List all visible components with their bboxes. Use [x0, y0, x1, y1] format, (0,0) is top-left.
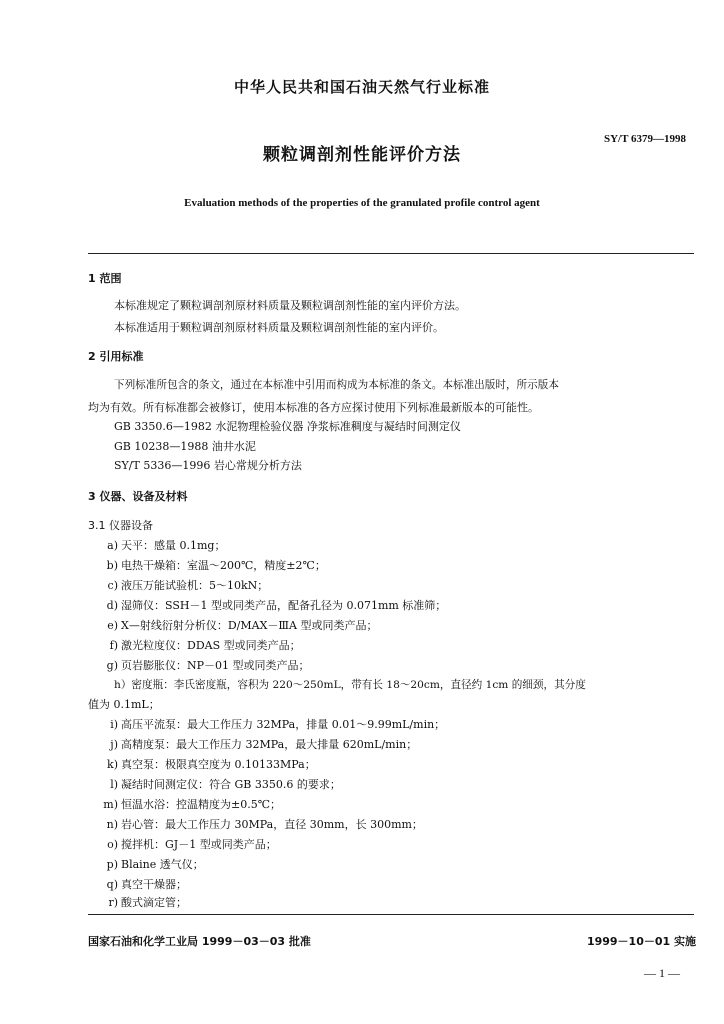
- list-item-text: 页岩膨胀仪：NP－01 型或同类产品；: [121, 659, 310, 672]
- document-title-en: Evaluation methods of the properties of the granulated profile control agent: [184, 197, 540, 209]
- list-item-text: 液压万能试验机：5～10kN；: [121, 579, 269, 592]
- section-2-heading: 2 引用标准: [88, 350, 144, 363]
- list-item-text: 搅拌机：GJ－1 型或同类产品；: [121, 838, 277, 851]
- list-item: [100, 816, 423, 832]
- list-item-label: q): [106, 878, 118, 891]
- list-item-text: Blaine 透气仪；: [121, 858, 204, 871]
- list-item: [100, 597, 446, 613]
- section-1-paragraph-2: 本标准适用于颗粒调剖剂原材料质量及颗粒调剖剂性能的室内评价。: [114, 321, 444, 334]
- list-item: [100, 756, 316, 772]
- list-item-label: c): [107, 579, 118, 592]
- list-item-label: i): [110, 718, 118, 731]
- list-item: [100, 796, 281, 812]
- document-title-cn: 颗粒调剖剂性能评价方法: [263, 145, 461, 165]
- list-item-label: n): [106, 818, 118, 831]
- list-item: [100, 617, 377, 633]
- section-2-paragraph-line-1: 下列标准所包含的条文，通过在本标准中引用而构成为本标准的条文。本标准出版时，所示版本: [114, 379, 559, 391]
- list-item-text: 湿筛仪：SSH－1 型或同类产品，配备孔径为 0.071mm 标准筛；: [121, 599, 447, 612]
- list-item-text: 电热干燥箱：室温～200℃，精度±2℃；: [121, 559, 326, 572]
- reference-item: GB 3350.6—1982 水泥物理检验仪器 净浆标准稠度与凝结时间测定仪: [114, 420, 461, 433]
- list-item-label: b): [106, 559, 118, 572]
- section-2-paragraph-line-2: 均为有效。所有标准都会被修订，使用本标准的各方应探讨使用下列标准最新版本的可能性。: [88, 401, 539, 414]
- approval-line: 国家石油和化学工业局 1999－03－03 批准: [88, 935, 311, 948]
- list-item: [100, 716, 445, 732]
- section-3-heading: 3 仪器、设备及材料: [88, 490, 188, 503]
- footer-divider: [88, 914, 694, 915]
- list-item: [100, 894, 187, 910]
- section-1-paragraph-1: 本标准规定了颗粒调剖剂原材料质量及颗粒调剖剂性能的室内评价方法。: [114, 299, 466, 312]
- list-item-label: p): [106, 858, 118, 871]
- list-item-text: 凝结时间测定仪：符合 GB 3350.6 的要求；: [121, 778, 341, 791]
- list-item: [100, 537, 225, 553]
- list-item: [100, 637, 301, 653]
- header-divider: [88, 253, 694, 254]
- reference-item: GB 10238—1988 油井水泥: [114, 440, 256, 453]
- list-item: [100, 736, 417, 752]
- page-number: — 1 —: [644, 966, 680, 980]
- reference-item: SY/T 5336—1996 岩心常规分析方法: [114, 459, 302, 472]
- list-item-label: o): [107, 838, 118, 851]
- list-item: [100, 557, 326, 573]
- section-3-1-heading: 3.1 仪器设备: [88, 519, 153, 532]
- list-item-label: k): [107, 758, 118, 771]
- list-item-text: 岩心管：最大工作压力 30MPa，直径 30mm，长 300mm；: [121, 818, 423, 831]
- list-item: [100, 776, 341, 792]
- list-item-label: m): [103, 798, 118, 811]
- list-item-text: 高精度泵：最大工作压力 32MPa，最大排量 620mL/min；: [121, 738, 418, 751]
- list-item: [100, 577, 268, 593]
- list-item-text: 高压平流泵：最大工作压力 32MPa，排量 0.01～9.99mL/min；: [121, 718, 446, 731]
- standard-number: SY/T 6379—1998: [603, 133, 686, 145]
- list-item-label: e): [107, 619, 118, 632]
- list-item-label: a): [107, 539, 118, 552]
- list-item: [100, 836, 277, 852]
- list-item: [100, 657, 310, 673]
- list-item-text: 恒温水浴：控温精度为±0.5℃；: [121, 798, 282, 811]
- list-item-label: d): [106, 599, 118, 612]
- list-item-label: l): [110, 778, 118, 791]
- list-item-text: 激光粒度仪：DDAS 型或同类产品；: [121, 639, 301, 652]
- standard-organization: 中华人民共和国石油天然气行业标准: [233, 78, 490, 96]
- list-item-label: f): [109, 639, 118, 652]
- list-item: [100, 876, 187, 892]
- section-1-heading: 1 范围: [88, 272, 122, 285]
- list-item-text: 真空干燥器；: [121, 878, 187, 891]
- list-item: [100, 856, 204, 872]
- list-item-label: j): [110, 738, 118, 751]
- list-item-label: r): [108, 896, 118, 909]
- list-item-h-line-1: h）密度瓶：李氏密度瓶，容积为 220～250mL，带有长 18～20cm，直径约 1cm 的细颈，其分度: [114, 679, 586, 691]
- list-item-text: X—射线衍射分析仪：D/MAX－ⅢA 型或同类产品；: [121, 619, 378, 632]
- list-item-text: 酸式滴定管；: [121, 896, 187, 909]
- implementation-date: 1999－10－01 实施: [586, 935, 696, 948]
- list-item-h-line-2: 值为 0.1mL；: [88, 698, 160, 711]
- list-item-text: 真空泵：极限真空度为 0.10133MPa；: [121, 758, 316, 771]
- list-item-text: 天平：感量 0.1mg；: [121, 539, 226, 552]
- list-item-label: g): [106, 659, 118, 672]
